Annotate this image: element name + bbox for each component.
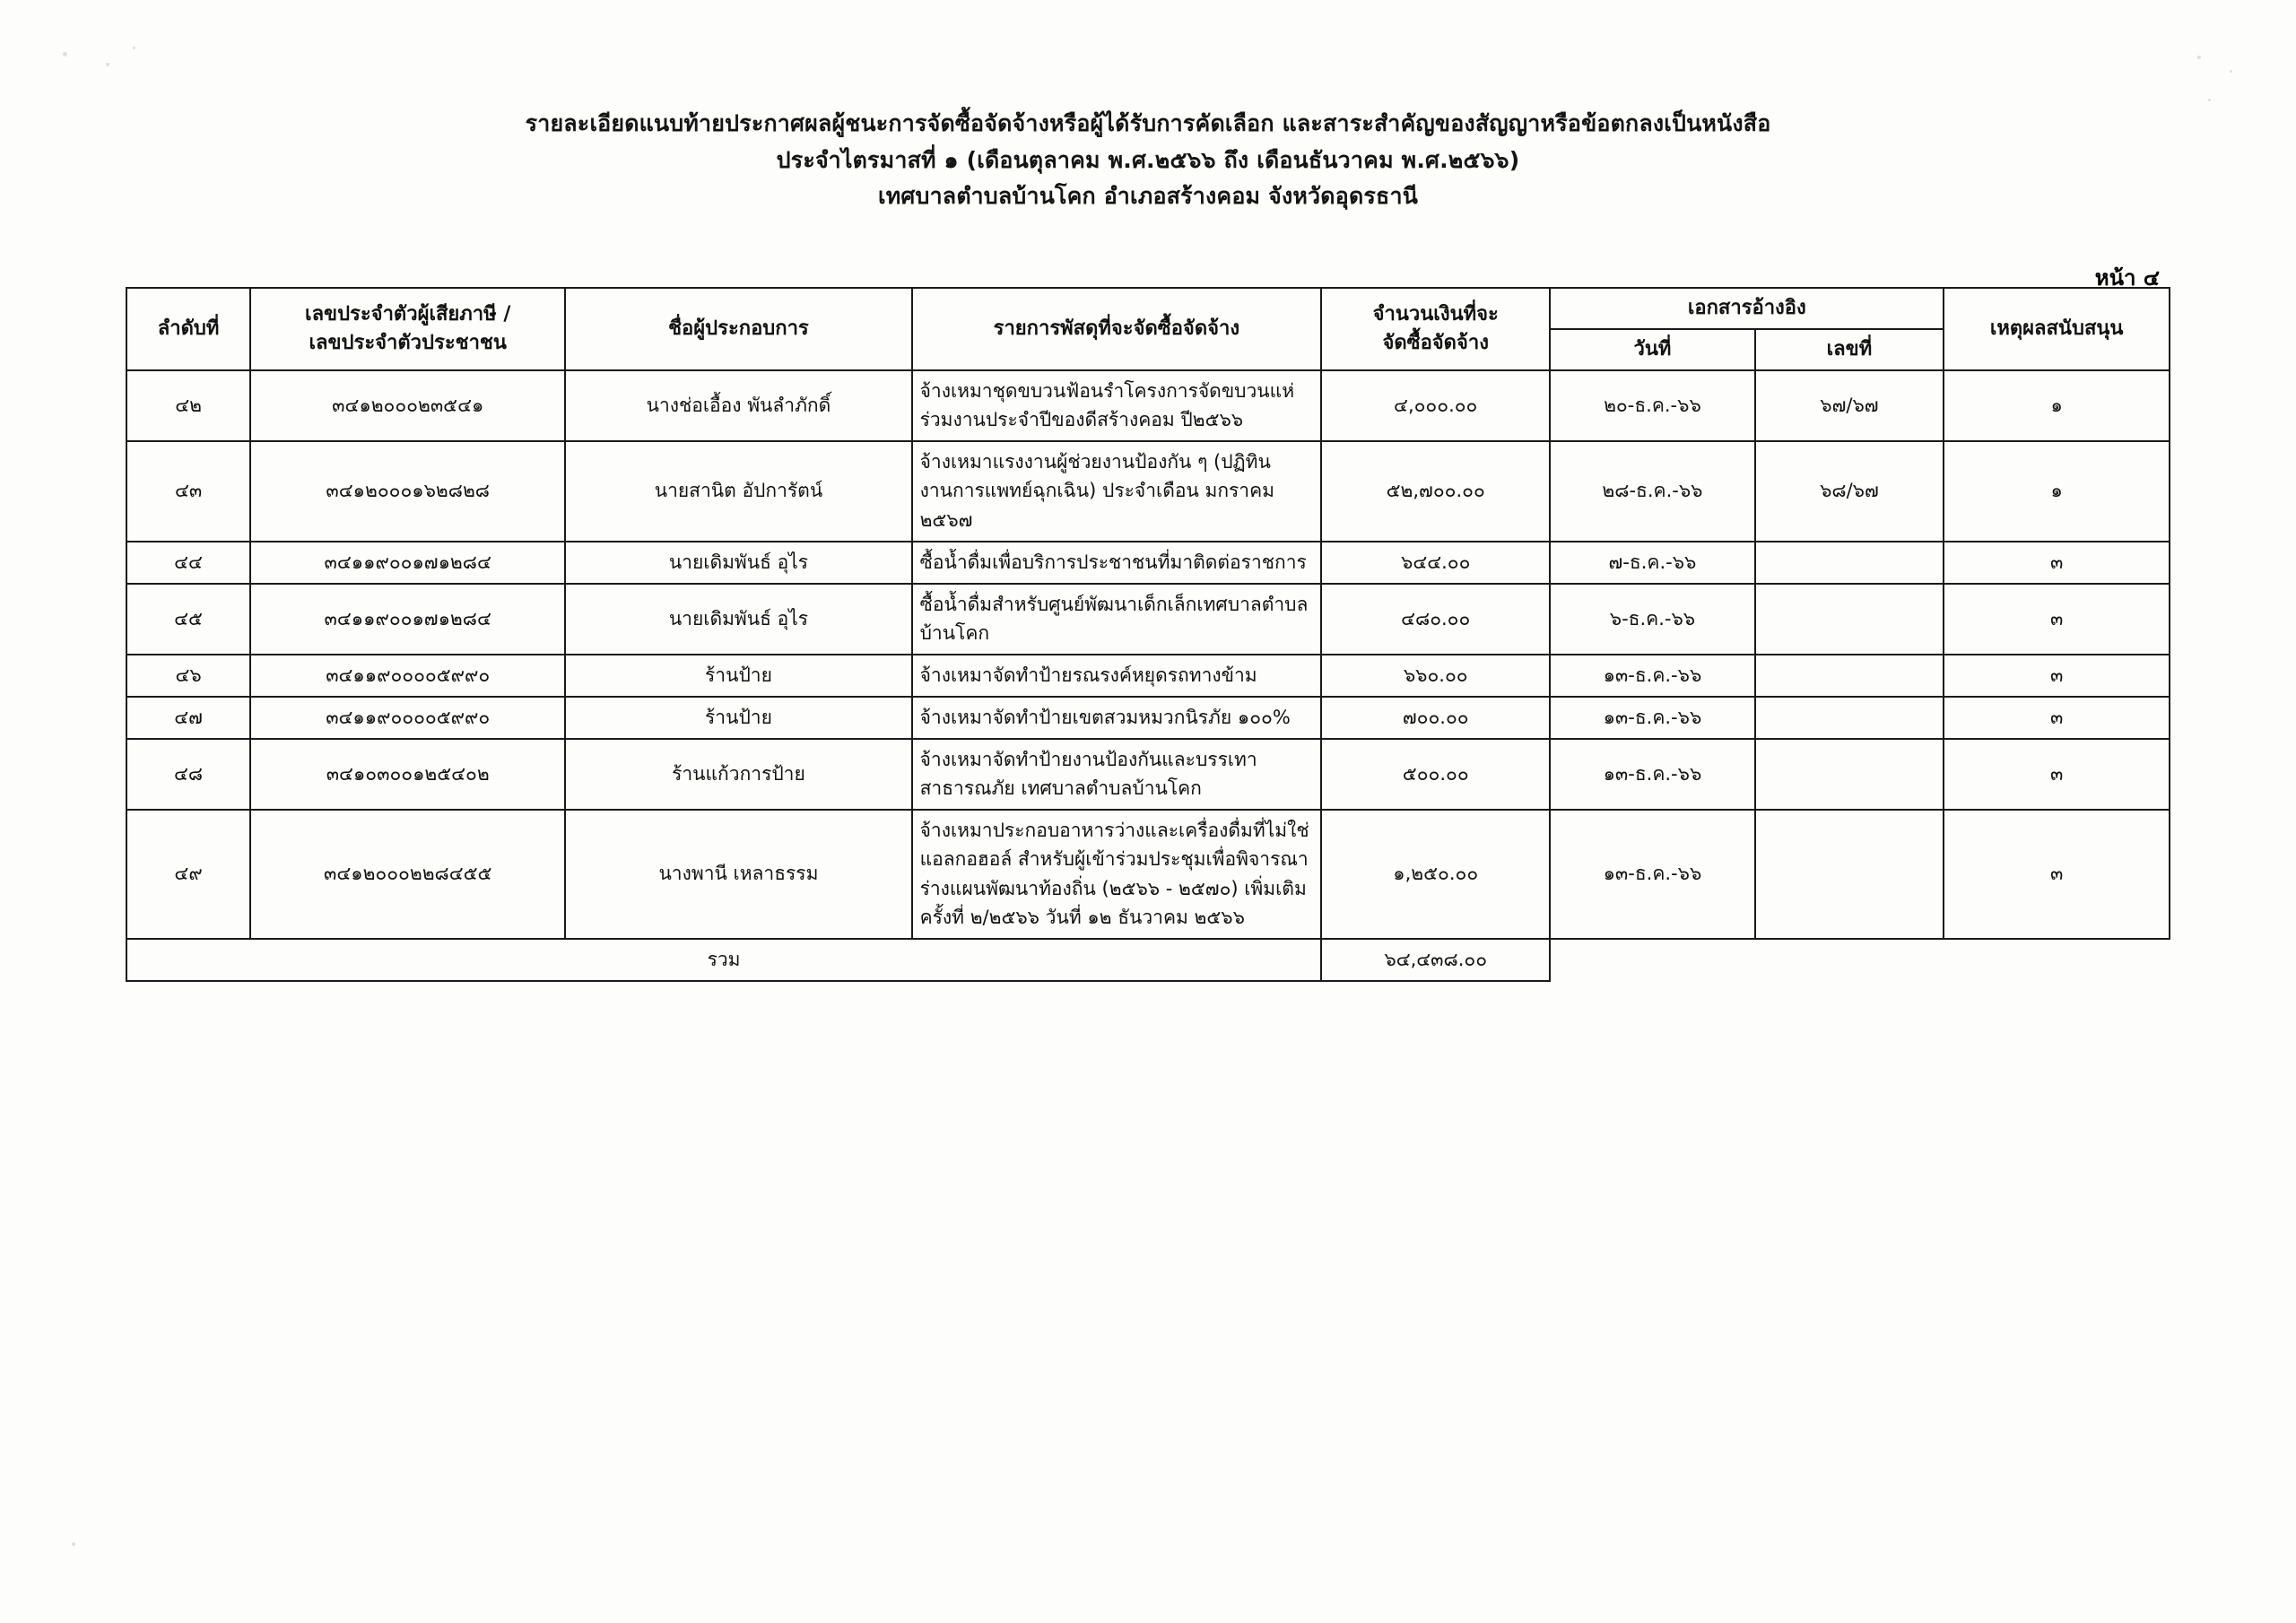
total-amount: ๖๔,๔๓๘.๐๐ <box>1321 939 1550 981</box>
cell-no: ๔๙ <box>126 810 250 939</box>
cell-reason: ๓ <box>1944 810 2170 939</box>
table-row <box>126 370 2170 441</box>
cell-taxid: ๓๔๑๒๐๐๐๒๒๘๔๕๕ <box>250 810 565 939</box>
cell-taxid: ๓๔๑๐๓๐๐๑๒๕๔๐๒ <box>250 739 565 810</box>
cell-no: ๔๗ <box>126 697 250 739</box>
cell-doc-date: ๒๐-ธ.ค.-๖๖ <box>1550 370 1754 441</box>
page-number-label: หน้า ๔ <box>2094 265 2160 291</box>
cell-doc-no <box>1755 739 1944 810</box>
scan-speck <box>2197 56 2201 59</box>
cell-amount: ๔,๐๐๐.๐๐ <box>1321 370 1550 441</box>
cell-name: นางช่อเอื้อง พันลำภักดิ์ <box>565 370 911 441</box>
cell-item: จ้างเหมาประกอบอาหารว่างและเครื่องดื่มที่ไม่ใช่แอลกอฮอล์ สำหรับผู้เข้าร่วมประชุมเพื่อพิจารณาร่างแผนพัฒนาท้องถิ่น (๒๕๖๖ - ๒๕๗๐) เพิ่มเติม ครั้งที่ ๒/๒๕๖๖ วันที่ ๑๒ ธันวาคม ๒๕๖๖ <box>912 810 1322 939</box>
table-row <box>126 697 2170 739</box>
table-row <box>126 542 2170 584</box>
cell-doc-no <box>1755 542 1944 584</box>
column-header-amount-line-1: จำนวนเงินที่จะ <box>1372 303 1499 325</box>
cell-reason: ๓ <box>1944 542 2170 584</box>
column-header-taxid-line-2: เลขประจำตัวประชาชน <box>309 331 507 354</box>
cell-amount: ๖๔๔.๐๐ <box>1321 542 1550 584</box>
cell-doc-no: ๖๗/๖๗ <box>1755 370 1944 441</box>
cell-doc-date: ๗-ธ.ค.-๖๖ <box>1550 542 1754 584</box>
cell-reason: ๑ <box>1944 441 2170 542</box>
column-header-reason: เหตุผลสนับสนุน <box>1944 288 2170 370</box>
cell-doc-date: ๖-ธ.ค.-๖๖ <box>1550 584 1754 655</box>
cell-taxid: ๓๔๑๑๙๐๐๑๗๑๒๘๔ <box>250 542 565 584</box>
cell-amount: ๑,๒๕๐.๐๐ <box>1321 810 1550 939</box>
cell-taxid: ๓๔๑๒๐๐๐๑๖๒๘๒๘ <box>250 441 565 542</box>
table-row <box>126 810 2170 939</box>
cell-amount: ๕๐๐.๐๐ <box>1321 739 1550 810</box>
header-title-line-3: เทศบาลตำบลบ้านโคก อำเภอสร้างคอม จังหวัดอุดรธานี <box>878 183 1418 209</box>
cell-doc-date: ๑๓-ธ.ค.-๖๖ <box>1550 739 1754 810</box>
column-header-taxid <box>250 288 565 370</box>
cell-item: จ้างเหมาจัดทำป้ายงานป้องกันและบรรเทาสาธารณภัย เทศบาลตำบลบ้านโคก <box>912 739 1322 810</box>
procurement-table <box>126 287 2170 982</box>
document-header <box>0 0 2296 215</box>
cell-item: ซื้อน้ำดื่มสำหรับศูนย์พัฒนาเด็กเล็กเทศบาลตำบลบ้านโคก <box>912 584 1322 655</box>
cell-taxid: ๓๔๑๑๙๐๐๐๐๕๙๙๐ <box>250 655 565 697</box>
cell-doc-no <box>1755 810 1944 939</box>
cell-doc-no: ๖๘/๖๗ <box>1755 441 1944 542</box>
header-title-line-2: ประจำไตรมาสที่ ๑ (เดือนตุลาคม พ.ศ.๒๕๖๖ ถึง เดือนธันวาคม พ.ศ.๒๕๖๖) <box>776 146 1520 173</box>
scan-speck <box>63 52 67 56</box>
table-row <box>126 739 2170 810</box>
cell-reason: ๓ <box>1944 739 2170 810</box>
table-header <box>126 288 2170 370</box>
cell-name: ร้านป้าย <box>565 655 911 697</box>
cell-reason: ๓ <box>1944 697 2170 739</box>
cell-name: ร้านแก้วการป้าย <box>565 739 911 810</box>
cell-no: ๔๔ <box>126 542 250 584</box>
cell-no: ๔๒ <box>126 370 250 441</box>
cell-no: ๔๖ <box>126 655 250 697</box>
column-header-taxid-line-1: เลขประจำตัวผู้เสียภาษี / <box>305 303 511 325</box>
scan-speck <box>133 47 135 49</box>
cell-item: จ้างเหมาชุดขบวนฟ้อนรำโครงการจัดขบวนแห่ร่วมงานประจำปีของดีสร้างคอม ปี๒๕๖๖ <box>912 370 1322 441</box>
cell-doc-date: ๑๓-ธ.ค.-๖๖ <box>1550 655 1754 697</box>
scan-speck <box>106 63 109 66</box>
cell-taxid: ๓๔๑๑๙๐๐๐๐๕๙๙๐ <box>250 697 565 739</box>
table-total-row <box>126 939 2170 981</box>
table-body <box>126 370 2170 981</box>
cell-reason: ๓ <box>1944 584 2170 655</box>
cell-amount: ๖๖๐.๐๐ <box>1321 655 1550 697</box>
column-header-item: รายการพัสดุที่จะจัดซื้อจัดจ้าง <box>912 288 1322 370</box>
cell-item: จ้างเหมาจัดทำป้ายรณรงค์หยุดรถทางข้าม <box>912 655 1322 697</box>
cell-amount: ๕๒,๗๐๐.๐๐ <box>1321 441 1550 542</box>
scan-speck <box>72 1542 75 1546</box>
scan-speck <box>2230 70 2232 73</box>
cell-reason: ๓ <box>1944 655 2170 697</box>
table-row <box>126 655 2170 697</box>
cell-doc-no <box>1755 697 1944 739</box>
scan-speck <box>2208 99 2211 101</box>
cell-no: ๔๘ <box>126 739 250 810</box>
cell-taxid: ๓๔๑๑๙๐๐๑๗๑๒๘๔ <box>250 584 565 655</box>
cell-doc-no <box>1755 584 1944 655</box>
cell-item: ซื้อน้ำดื่มเพื่อบริการประชาชนที่มาติดต่อราชการ <box>912 542 1322 584</box>
cell-taxid: ๓๔๑๒๐๐๐๒๓๕๔๑ <box>250 370 565 441</box>
cell-doc-date: ๒๘-ธ.ค.-๖๖ <box>1550 441 1754 542</box>
procurement-table-container <box>126 287 2170 982</box>
cell-doc-no <box>1755 655 1944 697</box>
cell-name: นายเดิมพันธ์ อุไร <box>565 584 911 655</box>
cell-reason: ๑ <box>1944 370 2170 441</box>
total-label: รวม <box>126 939 1321 981</box>
column-header-amount <box>1321 288 1550 370</box>
cell-name: นายสานิต อัปการัตน์ <box>565 441 911 542</box>
cell-name: นางพานี เหลาธรรม <box>565 810 911 939</box>
column-header-doc-date: วันที่ <box>1550 329 1754 370</box>
cell-name: ร้านป้าย <box>565 697 911 739</box>
cell-no: ๔๕ <box>126 584 250 655</box>
cell-amount: ๔๘๐.๐๐ <box>1321 584 1550 655</box>
column-header-document: เอกสารอ้างอิง <box>1550 288 1944 329</box>
cell-amount: ๗๐๐.๐๐ <box>1321 697 1550 739</box>
cell-item: จ้างเหมาแรงงานผู้ช่วยงานป้องกัน ๆ (ปฏิทินงานการแพทย์ฉุกเฉิน) ประจำเดือน มกราคม ๒๕๖๗ <box>912 441 1322 542</box>
cell-doc-date: ๑๓-ธ.ค.-๖๖ <box>1550 697 1754 739</box>
cell-no: ๔๓ <box>126 441 250 542</box>
header-title-line-1: รายละเอียดแนบท้ายประกาศผลผู้ชนะการจัดซื้อจัดจ้างหรือผู้ได้รับการคัดเลือก และสาระสำคัญของสัญญาหรือข้อตกลงเป็นหนังสือ <box>525 110 1771 136</box>
cell-item: จ้างเหมาจัดทำป้ายเขตสวมหมวกนิรภัย ๑๐๐% <box>912 697 1322 739</box>
table-row <box>126 584 2170 655</box>
column-header-doc-no: เลขที่ <box>1755 329 1944 370</box>
column-header-no: ลำดับที่ <box>126 288 250 370</box>
column-header-name: ชื่อผู้ประกอบการ <box>565 288 911 370</box>
column-header-amount-line-2: จัดซื้อจัดจ้าง <box>1382 331 1489 354</box>
cell-doc-date: ๑๓-ธ.ค.-๖๖ <box>1550 810 1754 939</box>
cell-name: นายเดิมพันธ์ อุไร <box>565 542 911 584</box>
table-header-row <box>126 288 2170 329</box>
table-row <box>126 441 2170 542</box>
